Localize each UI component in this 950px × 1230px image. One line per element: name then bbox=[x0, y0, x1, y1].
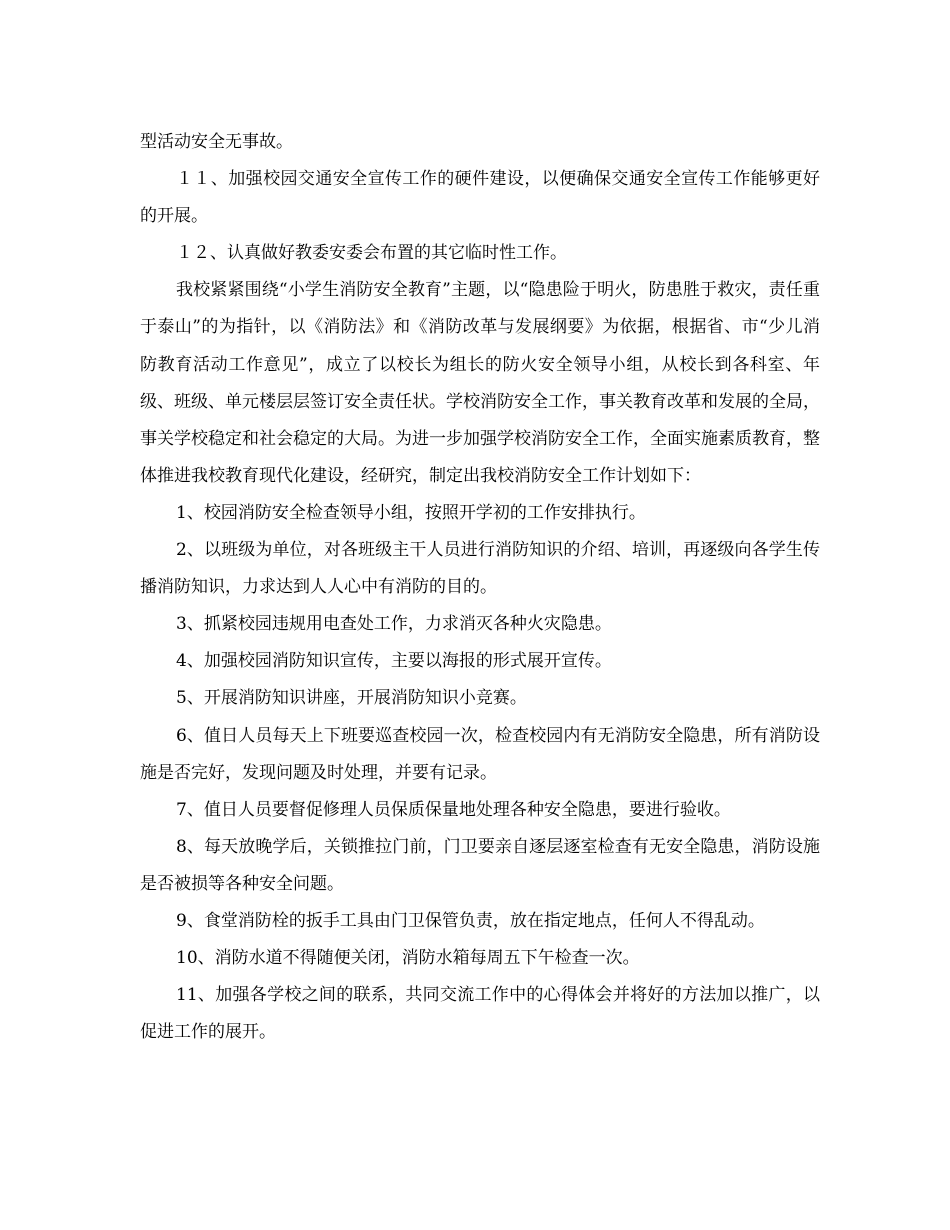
paragraph-plan-item-6: 6、值日人员每天上下班要巡查校园一次，检查校园内有无消防安全隐患，所有消防设施是否完好，发现问题及时处理，并要有记录。 bbox=[140, 725, 820, 783]
document-body bbox=[140, 124, 820, 1051]
paragraph-item-11-traffic: １１、加强校园交通安全宣传工作的硬件建设，以便确保交通安全宣传工作能够更好的开展。 bbox=[140, 169, 820, 227]
paragraph-plan-item-11: 11、加强各学校之间的联系，共同交流工作中的心得体会并将好的方法加以推广，以促进工作的展开。 bbox=[140, 985, 820, 1043]
paragraph-plan-item-1: 1、校园消防安全检查领导小组，按照开学初的工作安排执行。 bbox=[176, 502, 646, 523]
paragraph-plan-item-8: 8、每天放晚学后，关锁推拉门前，门卫要亲自逐层逐室检查有无安全隐患，消防设施是否被损等各种安全问题。 bbox=[140, 836, 820, 894]
paragraph-plan-item-5: 5、开展消防知识讲座，开展消防知识小竞赛。 bbox=[176, 688, 527, 709]
paragraph-plan-item-3: 3、抓紧校园违规用电查处工作，力求消灭各种火灾隐患。 bbox=[176, 614, 612, 635]
paragraph-fire-safety-intro: 我校紧紧围绕“小学生消防安全教育”主题，以“隐患险于明火，防患胜于救灾，责任重于泰山”的为指针，以《消防法》和《消防改革与发展纲要》为依据，根据省、市“少儿消防教育活动工作意见”，成立了以校长为组长的防火安全领导小组，从校长到各科室、年级、班级、单元楼层层签订安全责任状。学校消防安全工作，事关教育改革和发展的全局，事关学校稳定和社会稳定的大局。为进一步加强学校消防安全工作，全面实施素质教育，整体推进我校教育现代化建设，经研究，制定出我校消防安全工作计划如下： bbox=[140, 280, 820, 486]
paragraph-plan-item-10: 10、消防水道不得随便关闭，消防水箱每周五下午检查一次。 bbox=[176, 948, 640, 969]
paragraph-item-12-temporary: １２、认真做好教委安委会布置的其它临时性工作。 bbox=[176, 243, 567, 264]
paragraph-continuation: 型活动安全无事故。 bbox=[140, 132, 293, 152]
paragraph-plan-item-2: 2、以班级为单位，对各班级主干人员进行消防知识的介绍、培训，再逐级向各学生传播消防知识，力求达到人人心中有消防的目的。 bbox=[140, 540, 820, 598]
paragraph-plan-item-9: 9、食堂消防栓的扳手工具由门卫保管负责，放在指定地点，任何人不得乱动。 bbox=[176, 910, 765, 931]
paragraph-plan-item-7: 7、值日人员要督促修理人员保质保量地处理各种安全隐患，要进行验收。 bbox=[176, 799, 731, 820]
paragraph-plan-item-4: 4、加强校园消防知识宣传，主要以海报的形式展开宣传。 bbox=[176, 651, 612, 672]
